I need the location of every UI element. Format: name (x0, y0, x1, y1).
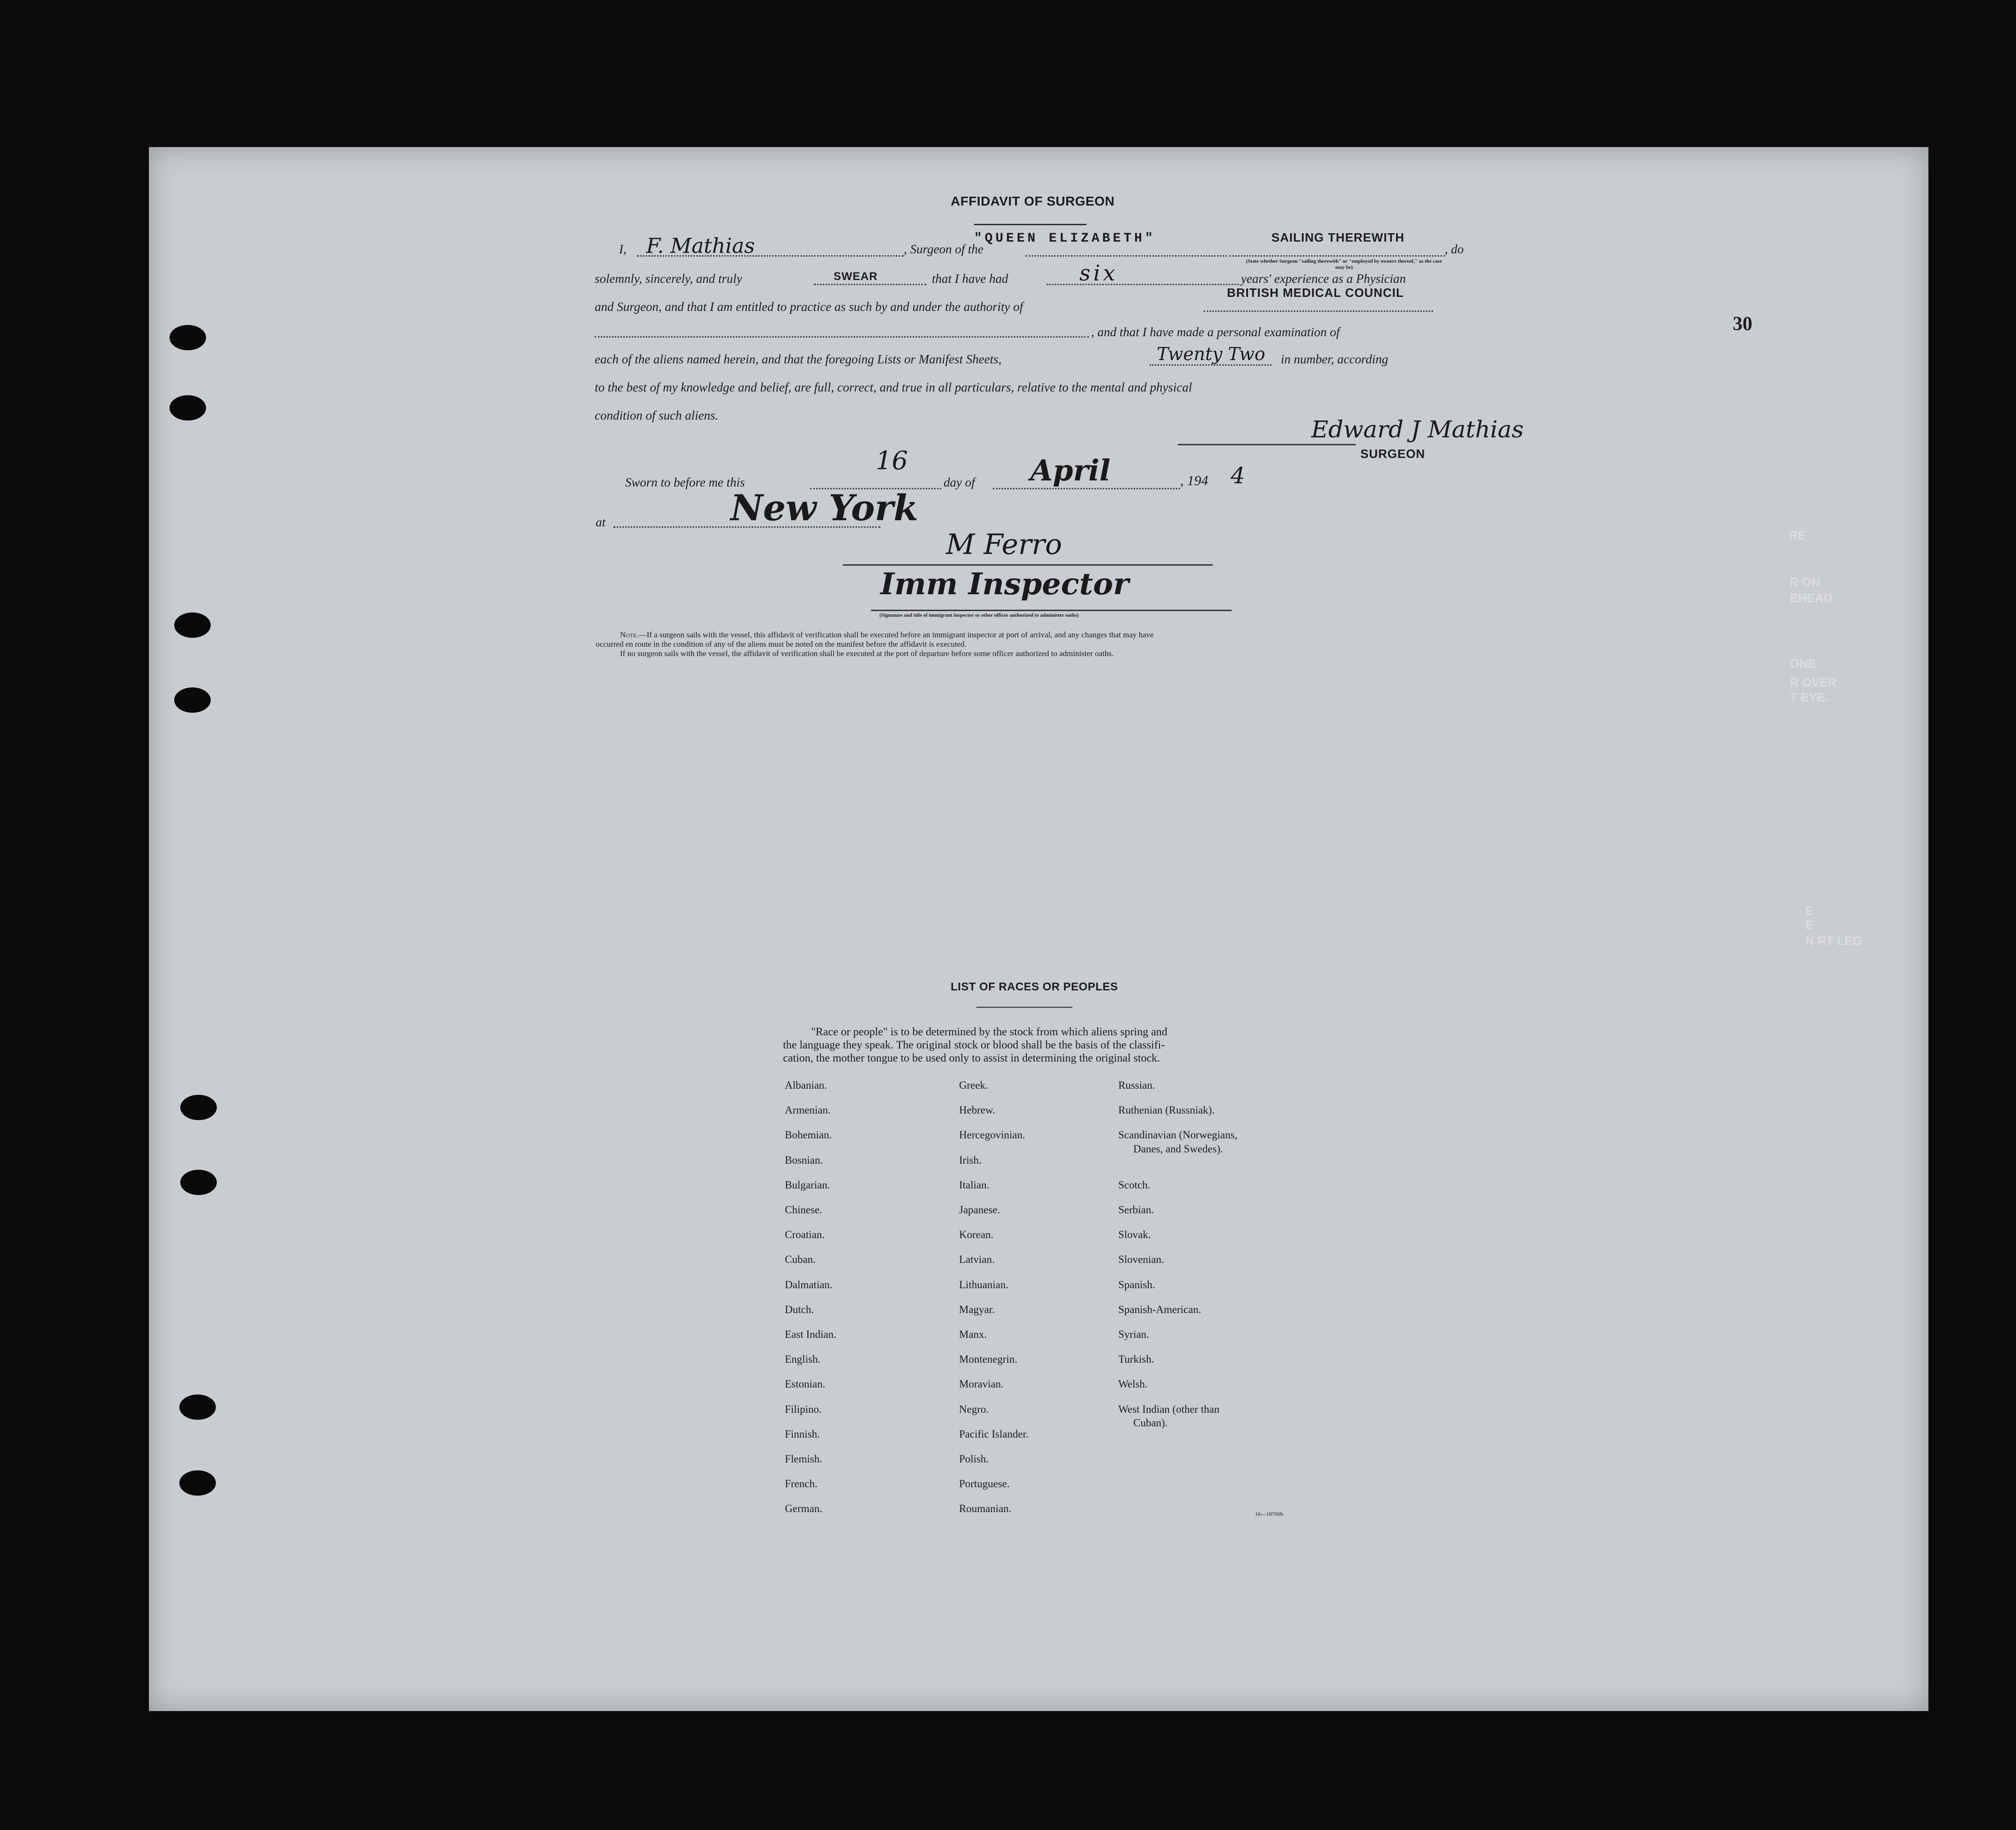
punch-hole (180, 1095, 217, 1120)
race-item: Manx. (959, 1328, 987, 1340)
edge-fragment-text: E (1805, 918, 1814, 932)
line5-b: in number, according (1281, 352, 1388, 366)
race-item: Montenegrin. (959, 1353, 1018, 1365)
line2-a: solemnly, sincerely, and truly (595, 272, 742, 286)
at-label: at (596, 515, 606, 529)
month-handwritten: April (1030, 453, 1111, 487)
line2-c: years' experience as a Physician (1241, 272, 1406, 286)
form-number: 16—18700b (1255, 1511, 1283, 1517)
race-item: Bosnian. (785, 1154, 823, 1166)
race-item: Italian. (959, 1179, 990, 1191)
race-item: Armenian. (785, 1104, 831, 1116)
line1-do: , do (1445, 242, 1464, 256)
affidavit-note (596, 630, 1154, 658)
punch-hole (180, 1170, 217, 1195)
race-item: Cuban). (1133, 1417, 1168, 1429)
race-item: West Indian (other than (1118, 1403, 1219, 1415)
race-item: Lithuanian. (959, 1279, 1009, 1291)
punch-hole (179, 1395, 216, 1420)
race-item: Latvian. (959, 1254, 995, 1265)
line6: to the best of my knowledge and belief, are full, correct, and true in all particulars, relative to the mental and physical (595, 380, 1192, 394)
note-line2: occurred en route in the condition of any of the aliens must be noted on the manifest before the affidavit is executed. (596, 640, 967, 649)
race-item: Welsh. (1118, 1378, 1148, 1390)
race-item: Albanian. (785, 1079, 827, 1091)
edge-fragment-text: R ON (1790, 575, 1820, 589)
line4-b: , and that I have made a personal examination of (1091, 325, 1340, 339)
race-item: English. (785, 1353, 821, 1365)
races-title: LIST OF RACES OR PEOPLES (951, 981, 1118, 993)
race-item: Slovenian. (1118, 1254, 1164, 1265)
race-item: Roumanian. (959, 1503, 1012, 1514)
race-item: Estonian. (785, 1378, 826, 1390)
race-item: German. (785, 1503, 822, 1514)
edge-fragment-text: E (1805, 904, 1814, 918)
note-line1: —If a surgeon sails with the vessel, this affidavit of verification shall be executed before an immigrant inspector at port of arrival, and any changes that may have (638, 630, 1154, 639)
punch-hole (179, 1470, 216, 1496)
race-item: Russian. (1118, 1079, 1155, 1091)
race-item: Syrian. (1118, 1328, 1149, 1340)
race-item: Bohemian. (785, 1129, 832, 1141)
year-handwritten: 4 (1231, 463, 1245, 489)
year-prefix: , 194 (1180, 473, 1208, 488)
race-item: East Indian. (785, 1328, 836, 1340)
races-intro-line2: the language they speak. The original stock or blood shall be the basis of the classifi- (783, 1039, 1165, 1051)
races-intro (783, 1026, 1167, 1065)
race-item: Turkish. (1118, 1353, 1154, 1365)
race-item: Croatian. (785, 1229, 825, 1240)
surgeon-label: SURGEON (1360, 447, 1425, 461)
ship-name: "QUEEN ELIZABETH" (974, 231, 1156, 246)
race-item: Hebrew. (959, 1104, 996, 1116)
race-item: Greek. (959, 1079, 988, 1091)
race-item: Cuban. (785, 1254, 816, 1265)
race-item: Serbian. (1118, 1204, 1154, 1216)
race-item: French. (785, 1478, 818, 1490)
race-item: Pacific Islander. (959, 1428, 1029, 1440)
line1-mid: , Surgeon of the (904, 242, 983, 256)
edge-fragment-text: EHEAD (1790, 591, 1833, 605)
surgeon-name-handwritten: F. Mathias (646, 234, 755, 258)
race-item: Hercegovinian. (959, 1129, 1026, 1141)
sworn-a: Sworn to before me this (625, 475, 745, 489)
punch-hole (170, 395, 206, 421)
race-item: Scotch. (1118, 1179, 1151, 1191)
line7: condition of such aliens. (595, 408, 718, 422)
race-item: Filipino. (785, 1403, 822, 1415)
edge-fragment-text: T EYE. (1790, 690, 1829, 704)
place-handwritten: New York (731, 487, 918, 529)
race-item: Danes, and Swedes). (1133, 1143, 1223, 1155)
punch-hole (170, 325, 206, 350)
race-item: Negro. (959, 1403, 989, 1415)
swear-word: SWEAR (834, 270, 878, 283)
surgeon-signature: Edward J Mathias (1311, 416, 1524, 443)
race-item: Polish. (959, 1453, 989, 1465)
race-item: Scandinavian (Norwegians, (1118, 1129, 1238, 1141)
line1-prefix: I, (619, 242, 627, 256)
sailing-note: (State whether Surgeon "sailing therewith" or "employed by owners thereof," as the case may be) (1246, 258, 1442, 270)
authority: BRITISH MEDICAL COUNCIL (1227, 286, 1404, 300)
race-item: Spanish-American. (1118, 1304, 1201, 1315)
sailing-status: SAILING THEREWITH (1271, 230, 1405, 244)
race-item: Korean. (959, 1229, 994, 1240)
affidavit-title: AFFIDAVIT OF SURGEON (951, 194, 1115, 208)
line5-a: each of the aliens named herein, and that the foregoing Lists or Manifest Sheets, (595, 352, 1002, 366)
day-handwritten: 16 (876, 446, 908, 475)
punch-hole (174, 612, 211, 638)
punch-hole (174, 687, 211, 713)
years-handwritten: six (1079, 260, 1118, 286)
race-item: Chinese. (785, 1204, 822, 1216)
sheets-handwritten: Twenty Two (1157, 344, 1265, 364)
race-item: Slovak. (1118, 1229, 1151, 1240)
race-item: Moravian. (959, 1378, 1004, 1390)
race-item: Flemish. (785, 1453, 822, 1465)
race-item: Irish. (959, 1154, 982, 1166)
note-lead: Note. (620, 630, 639, 639)
page-number: 30 (1733, 313, 1752, 335)
edge-fragment-text: N RT LEG (1805, 934, 1862, 948)
races-intro-line1: "Race or people" is to be determined by the stock from which aliens spring and (811, 1026, 1167, 1038)
signature-caption: (Signature and title of immigrant inspector or other officer authorized to administer oaths) (879, 612, 1079, 618)
race-item: Japanese. (959, 1204, 1000, 1216)
race-item: Dutch. (785, 1304, 814, 1315)
inspector-title-handwritten: Imm Inspector (880, 567, 1129, 602)
race-item: Ruthenian (Russniak). (1118, 1104, 1215, 1116)
edge-fragment-text: RE (1789, 528, 1806, 542)
race-item: Bulgarian. (785, 1179, 830, 1191)
inspector-signature: M Ferro (946, 528, 1062, 561)
race-item: Finnish. (785, 1428, 820, 1440)
sworn-b: day of (944, 475, 975, 489)
note-line3: If no surgeon sails with the vessel, the affidavit of verification shall be executed at the port of departure before some officer authorized to administer oaths. (620, 649, 1114, 658)
edge-fragment-text: ONE (1790, 657, 1817, 671)
race-item: Magyar. (959, 1304, 995, 1315)
line2-b: that I have had (932, 272, 1008, 286)
line3-a: and Surgeon, and that I am entitled to practice as such by and under the authority of (595, 300, 1023, 314)
race-item: Portuguese. (959, 1478, 1010, 1490)
edge-fragment-text: R OVER (1790, 675, 1837, 689)
races-intro-line3: cation, the mother tongue to be used only to assist in determining the original stock. (783, 1052, 1160, 1064)
race-item: Spanish. (1118, 1279, 1155, 1291)
race-item: Dalmatian. (785, 1279, 833, 1291)
